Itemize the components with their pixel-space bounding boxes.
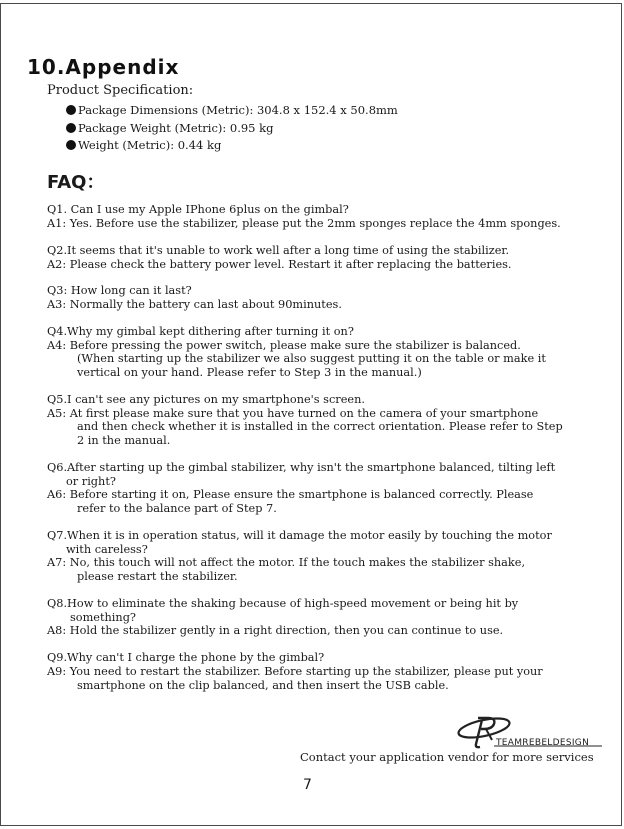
faq-line: refer to the balance part of Step 7. [77, 502, 277, 515]
faq-line: (When starting up the stabilizer we also suggest putting it on the table or make it [77, 352, 546, 365]
bullet-icon [66, 105, 76, 115]
bullet-icon [66, 140, 76, 150]
contact-text: Contact your application vendor for more services [300, 750, 594, 764]
faq-line: Q6.After starting up the gimbal stabilizer, why isn't the smartphone balanced, tilting left [47, 461, 556, 474]
faq-line: A5: At first please make sure that you have turned on the camera of your smartphone [47, 407, 539, 420]
page-number: 7 [303, 777, 312, 793]
faq-line: Q3: How long can it last? [47, 284, 192, 297]
spec-item: Package Weight (Metric): 0.95 kg [66, 121, 274, 135]
faq-line: or right? [66, 475, 116, 488]
faq-line: A1: Yes. Before use the stabilizer, please put the 2mm sponges replace the 4mm sponges. [47, 217, 561, 230]
faq-line: Q2.It seems that it's unable to work well after a long time of using the stabilizer. [47, 244, 510, 257]
logo-text: TEAMREBELDESIGN [496, 738, 590, 748]
faq-line: A8: Hold the stabilizer gently in a right direction, then you can continue to use. [47, 624, 504, 637]
faq-line: Q9.Why can't I charge the phone by the gimbal? [47, 651, 325, 664]
team-rebel-design-logo-icon [456, 714, 606, 754]
faq-line: smartphone on the clip balanced, and then insert the USB cable. [77, 679, 449, 692]
spec-item: Weight (Metric): 0.44 kg [66, 138, 221, 152]
faq-line: 2 in the manual. [77, 434, 171, 447]
faq-title: FAQ： [47, 172, 105, 193]
faq-line: and then check whether it is installed in the correct orientation. Please refer to Step [77, 420, 563, 433]
faq-line: Q8.How to eliminate the shaking because of high-speed movement or being hit by [47, 597, 519, 610]
faq-line: something? [70, 611, 136, 624]
section-heading: 10.Appendix [27, 55, 180, 79]
faq-line: A3: Normally the battery can last about 90minutes. [47, 298, 342, 311]
faq-line: with careless? [66, 543, 148, 556]
faq-line: Q7.When it is in operation status, will it damage the motor easily by touching the motor [47, 529, 552, 542]
faq-line: A9: You need to restart the stabilizer. Before starting up the stabilizer, please put your [47, 665, 543, 678]
faq-line: Q1. Can I use my Apple IPhone 6plus on the gimbal? [47, 203, 349, 216]
faq-line: please restart the stabilizer. [77, 570, 238, 583]
faq-line: Q4.Why my gimbal kept dithering after turning it on? [47, 325, 354, 338]
faq-line: A6: Before starting it on, Please ensure the smartphone is balanced correctly. Please [47, 488, 534, 501]
faq-line: Q5.I can't see any pictures on my smartphone's screen. [47, 393, 365, 406]
faq-line: A2: Please check the battery power level. Restart it after replacing the batteries. [47, 258, 512, 271]
faq-line: A4: Before pressing the power switch, please make sure the stabilizer is balanced. [47, 339, 521, 352]
faq-line: A7: No, this touch will not affect the motor. If the touch makes the stabilizer shake, [47, 556, 526, 569]
faq-line: vertical on your hand. Please refer to Step 3 in the manual.) [77, 366, 422, 379]
bullet-icon [66, 123, 76, 133]
spec-title: Product Specification: [47, 83, 194, 98]
spec-item: Package Dimensions (Metric): 304.8 x 152.4 x 50.8mm [66, 103, 398, 117]
